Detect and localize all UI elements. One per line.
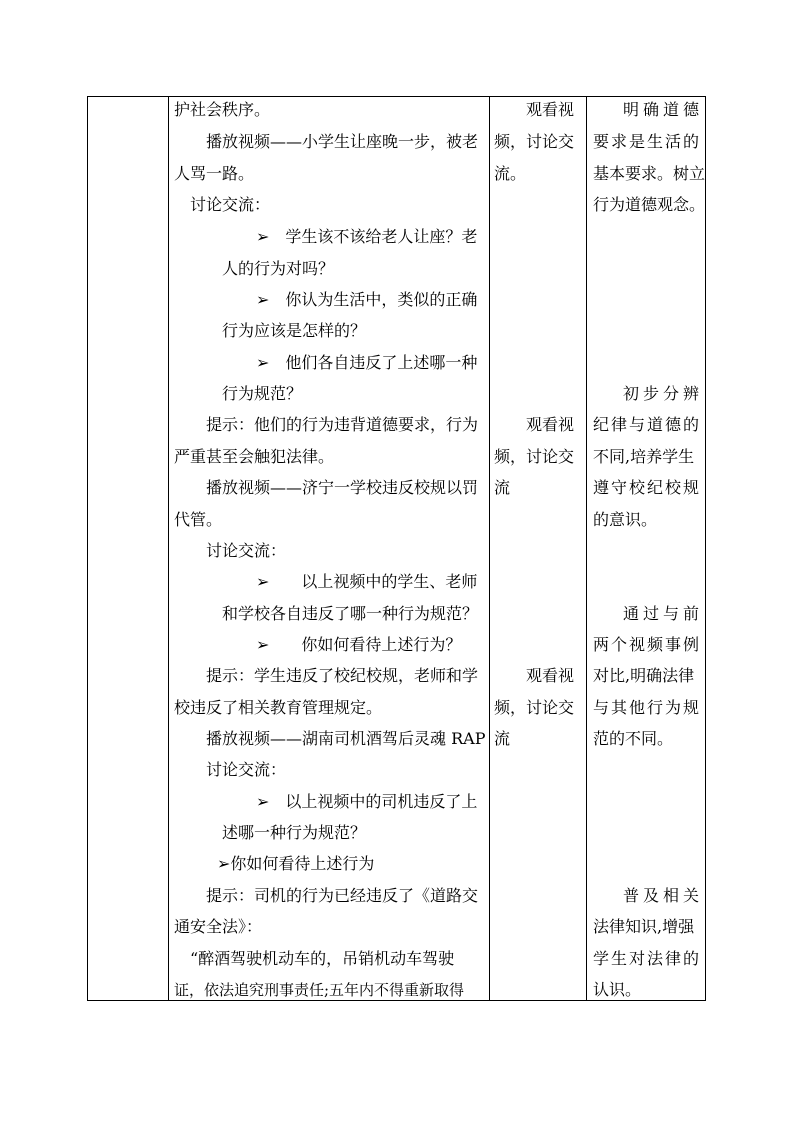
lesson-table — [87, 96, 706, 1001]
text-line: 频，讨论交 — [494, 132, 575, 151]
text-line: 纪律与道德的 — [593, 415, 699, 434]
text-line: 流。 — [494, 164, 527, 183]
text-line: 明确道德 — [623, 100, 699, 119]
text-line: 播放视频——湖南司机酒驾后灵魂 RAP — [206, 729, 486, 748]
text-line: 初步分辨 — [623, 384, 699, 403]
text-line: 行为应该是怎样的？ — [222, 321, 367, 340]
bullet-item: ➢ 以上视频中的司机违反了上 — [256, 792, 478, 811]
text-line: 和学校各自违反了哪一种行为规范？ — [222, 604, 479, 623]
text-line: 行为道德观念。 — [593, 195, 706, 214]
text-line: 通过与前 — [623, 604, 699, 623]
text-line: 遵守校纪校规 — [593, 478, 699, 497]
text-line: 人的行为对吗？ — [222, 259, 335, 278]
text-line: 提示：学生违反了校纪校规，老师和学 — [206, 666, 479, 685]
text-line: 学生对法律的 — [593, 949, 699, 968]
bullet-item: ➢ 他们各自违反了上述哪一种 — [256, 353, 478, 372]
text-line: 观看视 — [526, 415, 575, 434]
text-line: 普及相关 — [623, 886, 699, 905]
text-line: 不同,培养学生 — [593, 447, 695, 466]
text-line: 讨论交流： — [190, 195, 271, 214]
text-line: 人骂一路。 — [174, 164, 255, 183]
column-divider — [586, 97, 587, 1000]
text-line: 流 — [494, 478, 511, 497]
text-line: 播放视频——小学生让座晚一步，被老 — [206, 132, 479, 151]
bullet-item: ➢你如何看待上述行为 — [217, 854, 375, 873]
text-line: 流 — [494, 729, 511, 748]
text-line: 校违反了相关教育管理规定。 — [174, 698, 383, 717]
bullet-item: ➢ 学生该不该给老人让座？老 — [256, 227, 478, 246]
text-line: 证，依法追究刑事责任;五年内不得重新取得 — [174, 981, 465, 999]
bullet-item: ➢ 你如何看待上述行为？ — [256, 635, 462, 654]
bullet-item: ➢ 以上视频中的学生、老师 — [256, 572, 478, 591]
text-line: “醉酒驾驶机动车的，吊销机动车驾驶 — [190, 949, 455, 968]
bullet-item: ➢ 你认为生活中，类似的正确 — [256, 290, 478, 309]
text-line: 护社会秩序。 — [174, 100, 271, 119]
text-line: 频，讨论交 — [494, 447, 575, 466]
text-line: 与其他行为规 — [593, 698, 699, 717]
text-line: 播放视频——济宁一学校违反校规以罚 — [206, 478, 479, 497]
text-line: 讨论交流： — [206, 760, 287, 779]
text-line: 观看视 — [526, 100, 575, 119]
text-line: 两个视频事例 — [593, 635, 699, 654]
text-line: 认识。 — [593, 980, 642, 999]
text-line: 严重甚至会触犯法律。 — [174, 447, 335, 466]
text-line: 的意识。 — [593, 510, 658, 529]
column-divider — [168, 97, 169, 1000]
text-line: 述哪一种行为规范？ — [222, 823, 367, 842]
text-line: 提示：他们的行为违背道德要求，行为 — [206, 415, 479, 434]
text-line: 通安全法》： — [174, 917, 263, 936]
text-line: 提示：司机的行为已经违反了《道路交 — [206, 886, 479, 905]
text-line: 观看视 — [526, 666, 575, 685]
text-line: 法律知识,增强 — [593, 917, 695, 936]
text-line: 频，讨论交 — [494, 698, 575, 717]
text-line: 要求是生活的 — [593, 132, 699, 151]
text-line: 讨论交流： — [206, 541, 287, 560]
column-divider — [489, 97, 490, 1000]
text-line: 基本要求。树立 — [593, 164, 706, 183]
text-line: 代管。 — [174, 510, 223, 529]
text-line: 行为规范？ — [222, 384, 303, 403]
text-line: 范的不同。 — [593, 729, 674, 748]
text-line: 对比,明确法律 — [593, 666, 695, 685]
